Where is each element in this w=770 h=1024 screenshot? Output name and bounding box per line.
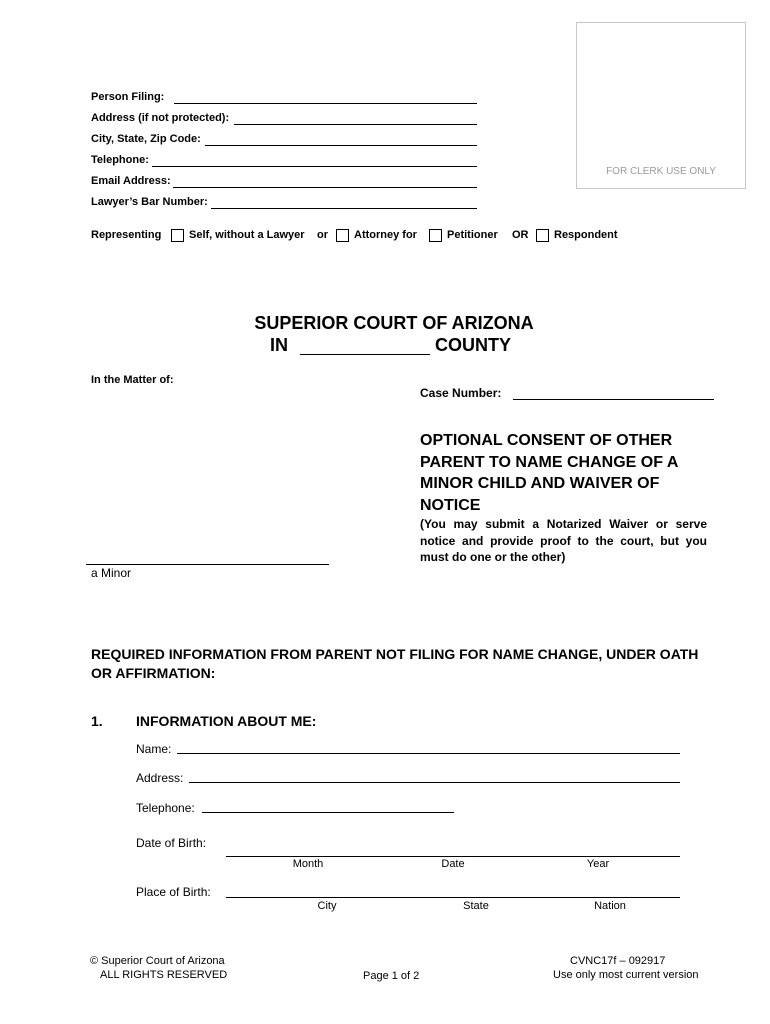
parent-telephone-label: Telephone: (136, 801, 195, 815)
attorney-option-label: Attorney for (354, 229, 417, 241)
person-filing-input[interactable] (174, 103, 477, 104)
attorney-checkbox[interactable] (336, 229, 349, 242)
case-number-label: Case Number: (420, 386, 502, 400)
footer-version-note: Use only most current version (553, 969, 699, 981)
pob-input[interactable] (226, 897, 680, 898)
footer-page-number: Page 1 of 2 (363, 970, 420, 982)
court-name: SUPERIOR COURT OF ARIZONA (254, 313, 534, 333)
minor-label: a Minor (91, 566, 132, 580)
address-input[interactable] (234, 124, 477, 125)
pob-label: Place of Birth: (136, 885, 211, 899)
bar-number-input[interactable] (211, 208, 477, 209)
required-info-heading: REQUIRED INFORMATION FROM PARENT NOT FILING FOR NAME CHANGE, UNDER OATH OR AFFIRMATION: (91, 646, 699, 681)
telephone-input[interactable] (152, 166, 477, 167)
court-in: IN (270, 335, 288, 355)
respondent-checkbox[interactable] (536, 229, 549, 242)
address-label: Address (if not protected): (91, 112, 230, 124)
petitioner-option-label: Petitioner (447, 229, 498, 241)
document-title: OPTIONAL CONSENT OF OTHER PARENT TO NAME CHANGE OF A MINOR CHILD AND WAIVER OF NOTICE (420, 432, 678, 514)
section-1-number: 1. (91, 713, 103, 729)
dob-input[interactable] (226, 856, 680, 857)
bar-number-label: Lawyer’s Bar Number: (91, 196, 208, 208)
name-label: Name: (136, 742, 172, 756)
parent-address-label: Address: (136, 771, 184, 785)
minor-name-input[interactable] (86, 564, 329, 565)
dob-label: Date of Birth: (136, 836, 207, 850)
pob-city-caption: City (317, 900, 337, 912)
court-county: COUNTY (435, 335, 511, 355)
respondent-option-label: Respondent (554, 229, 618, 241)
footer-rights: ALL RIGHTS RESERVED (100, 969, 228, 981)
email-input[interactable] (173, 187, 477, 188)
representing-label: Representing (91, 229, 162, 241)
section-1-title: INFORMATION ABOUT ME: (136, 713, 317, 729)
pob-state-caption: State (463, 900, 489, 912)
or-uppercase-text: OR (512, 229, 529, 241)
case-number-input[interactable] (513, 399, 714, 400)
footer-copyright: © Superior Court of Arizona (90, 955, 225, 967)
person-filing-label: Person Filing: (91, 91, 165, 103)
city-state-zip-label: City, State, Zip Code: (91, 133, 201, 145)
clerk-use-box (576, 22, 746, 189)
name-input[interactable] (177, 753, 680, 754)
dob-date-caption: Date (441, 858, 465, 870)
self-option-label: Self, without a Lawyer (189, 229, 305, 241)
email-label: Email Address: (91, 175, 171, 187)
county-input[interactable] (300, 354, 430, 355)
footer-form-code: CVNC17f – 092917 (570, 955, 666, 967)
telephone-label: Telephone: (91, 154, 149, 166)
self-checkbox[interactable] (171, 229, 184, 242)
pob-nation-caption: Nation (594, 900, 626, 912)
parent-address-input[interactable] (189, 782, 680, 783)
petitioner-checkbox[interactable] (429, 229, 442, 242)
document-subtitle: (You may submit a Notarized Waiver or serve notice and provide proof to the court, but you must do one or the other) (420, 517, 707, 564)
city-state-zip-input[interactable] (205, 145, 477, 146)
clerk-use-label: FOR CLERK USE ONLY (606, 166, 716, 177)
parent-telephone-input[interactable] (202, 812, 454, 813)
or-text: or (317, 229, 328, 241)
dob-year-caption: Year (586, 858, 610, 870)
dob-month-caption: Month (292, 858, 324, 870)
court-title (0, 311, 770, 335)
in-the-matter-label: In the Matter of: (91, 374, 174, 386)
